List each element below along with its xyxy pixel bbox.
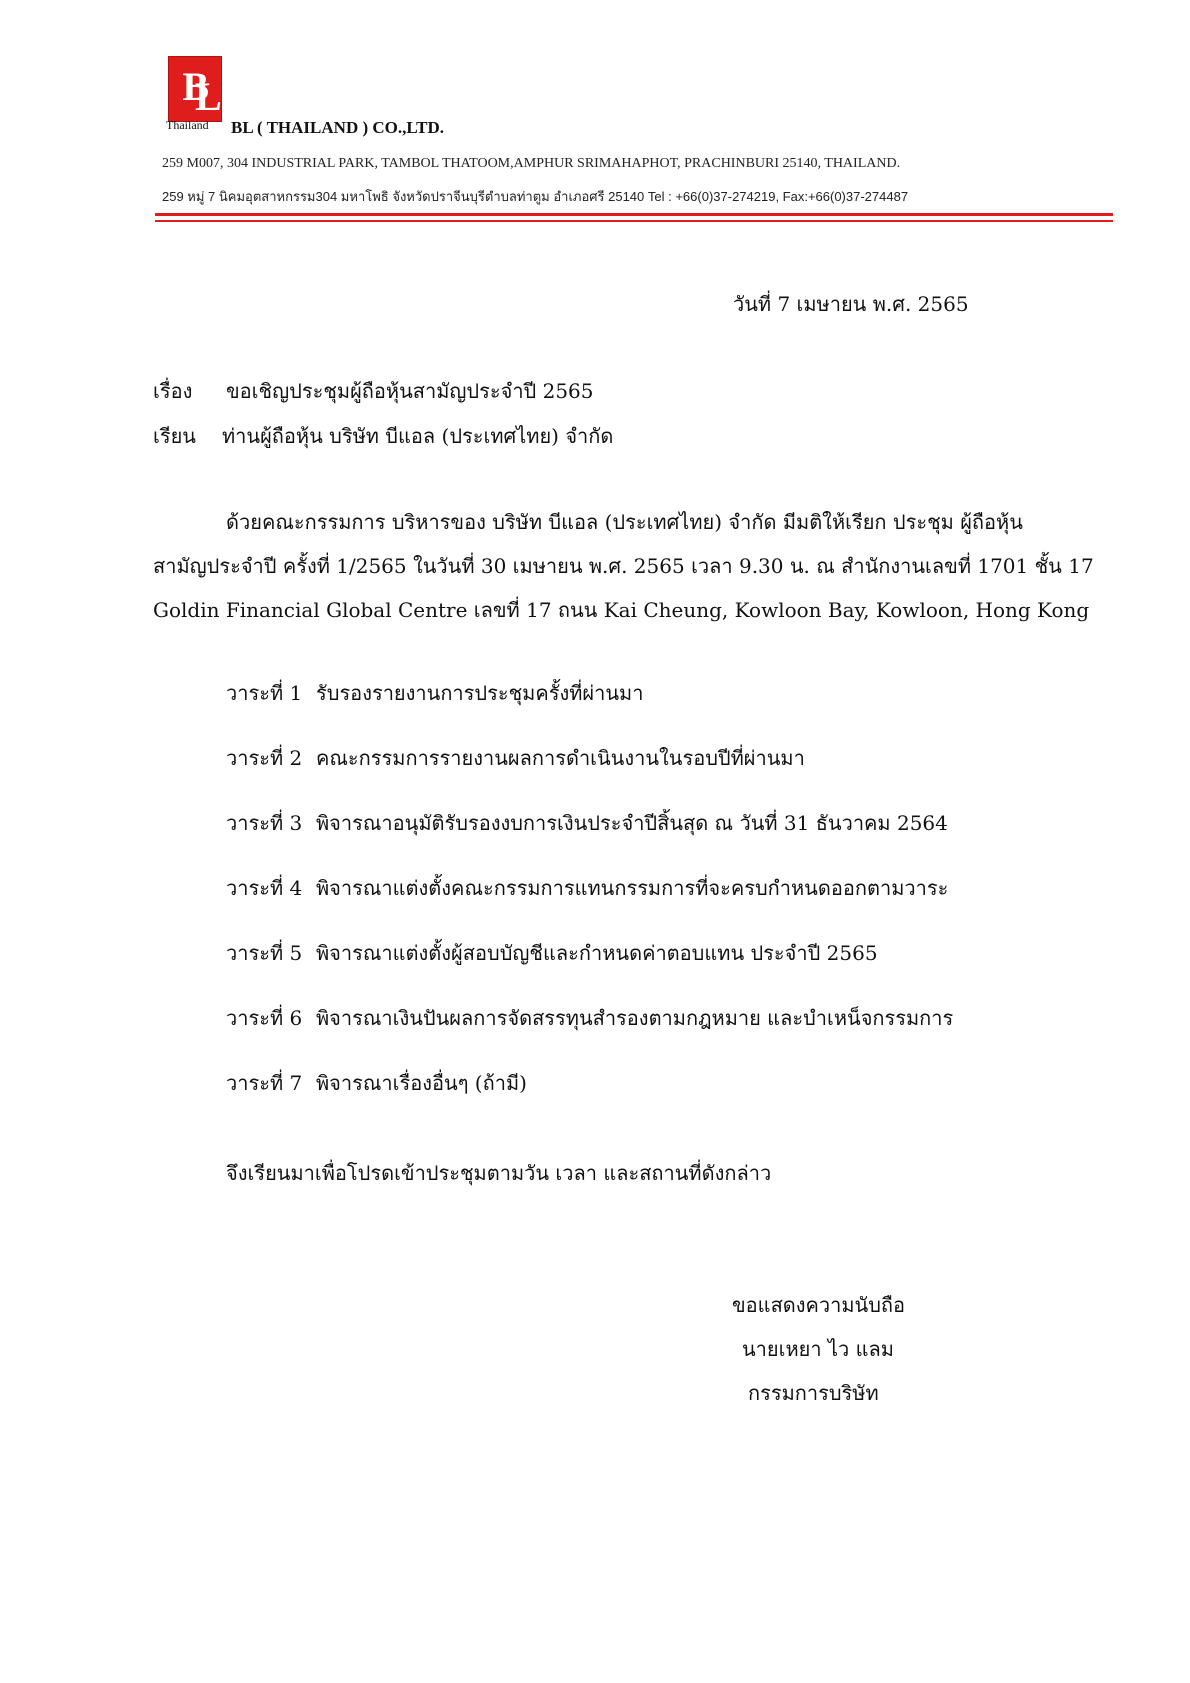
agenda-number: วาระที่ 6 bbox=[226, 1006, 303, 1030]
agenda-item bbox=[226, 937, 878, 969]
agenda-number: วาระที่ 4 bbox=[226, 876, 303, 900]
address-english: 259 M007, 304 INDUSTRIAL PARK, TAMBOL THATOOM,AMPHUR SRIMAHAPHOT, PRACHINBURI 25140, THAILAND. bbox=[162, 156, 901, 171]
signature-title: กรรมการบริษัท bbox=[748, 1381, 879, 1405]
agenda-item bbox=[226, 1002, 953, 1034]
agenda-number: วาระที่ 2 bbox=[226, 746, 303, 770]
agenda-number: วาระที่ 7 bbox=[226, 1071, 303, 1095]
body-line-2: สามัญประจำปี ครั้งที่ 1/2565 ในวันที่ 30 เมษายน พ.ศ. 2565 เวลา 9.30 น. ณ สำนักงานเลขที่ 1701 ชั้น 17 bbox=[153, 554, 1094, 578]
logo-letters bbox=[169, 59, 221, 119]
logo-subtitle: Thailand bbox=[166, 118, 209, 132]
signature-name: นายเหยา ไว แลม bbox=[742, 1337, 894, 1361]
header-divider-bottom bbox=[155, 220, 1113, 222]
agenda-number: วาระที่ 5 bbox=[226, 941, 303, 965]
agenda-text: คณะกรรมการรายงานผลการดำเนินงานในรอบปีที่ผ่านมา bbox=[316, 746, 805, 770]
logo-letter-b: B bbox=[182, 64, 195, 109]
agenda-text: พิจารณาเรื่องอื่นๆ (ถ้ามี) bbox=[316, 1071, 527, 1095]
body-line-1: ด้วยคณะกรรมการ บริหารของ บริษัท บีแอล (ประเทศไทย) จำกัด มีมติให้เรียก ประชุม ผู้ถือหุ้น bbox=[226, 510, 1023, 534]
body-line-3: Goldin Financial Global Centre เลขที่ 17 ถนน Kai Cheung, Kowloon Bay, Kowloon, Hong Kong bbox=[153, 598, 1090, 622]
agenda-text: พิจารณาแต่งตั้งผู้สอบบัญชีและกำหนดค่าตอบแทน ประจำปี 2565 bbox=[316, 941, 878, 965]
agenda-item bbox=[226, 677, 643, 709]
logo-letter-l: L bbox=[195, 74, 208, 119]
agenda-number: วาระที่ 1 bbox=[226, 681, 303, 705]
subject-label: เรื่อง bbox=[153, 379, 193, 403]
agenda-text: พิจารณาแต่งตั้งคณะกรรมการแทนกรรมการที่จะครบกำหนดออกตามวาระ bbox=[316, 876, 949, 900]
header-divider-top bbox=[155, 213, 1113, 216]
recipient-text: ท่านผู้ถือหุ้น บริษัท บีแอล (ประเทศไทย) จำกัด bbox=[222, 424, 614, 448]
closing-line: จึงเรียนมาเพื่อโปรดเข้าประชุมตามวัน เวลา และสถานที่ดังกล่าว bbox=[226, 1161, 772, 1185]
agenda-text: พิจารณาเงินปันผลการจัดสรรทุนสำรองตามกฎหมาย และบำเหน็จกรรมการ bbox=[316, 1006, 954, 1030]
agenda-item bbox=[226, 807, 948, 839]
agenda-text: พิจารณาอนุมัติรับรองงบการเงินประจำปีสิ้นสุด ณ วันที่ 31 ธันวาคม 2564 bbox=[316, 811, 948, 835]
agenda-item bbox=[226, 872, 948, 904]
address-thai: 259 หมู่ 7 นิคมอุตสาหกรรม304 มหาโพธิ จังหวัดปราจีนบุรีตำบลท่าตูม อำเภอศรี 25140 Tel : +66(0)37-274219, Fax:+66(0)37-274487 bbox=[162, 189, 909, 204]
letter-date: วันที่ 7 เมษายน พ.ศ. 2565 bbox=[733, 292, 969, 316]
company-name: BL ( THAILAND ) CO.,LTD. bbox=[231, 118, 445, 137]
agenda-item bbox=[226, 742, 805, 774]
recipient-label: เรียน bbox=[153, 424, 196, 448]
agenda-text: รับรองรายงานการประชุมครั้งที่ผ่านมา bbox=[316, 681, 644, 705]
agenda-number: วาระที่ 3 bbox=[226, 811, 303, 835]
company-logo bbox=[168, 56, 222, 122]
agenda-item bbox=[226, 1067, 527, 1099]
signature-salutation: ขอแสดงความนับถือ bbox=[732, 1293, 906, 1317]
subject-text: ขอเชิญประชุมผู้ถือหุ้นสามัญประจำปี 2565 bbox=[226, 379, 594, 403]
